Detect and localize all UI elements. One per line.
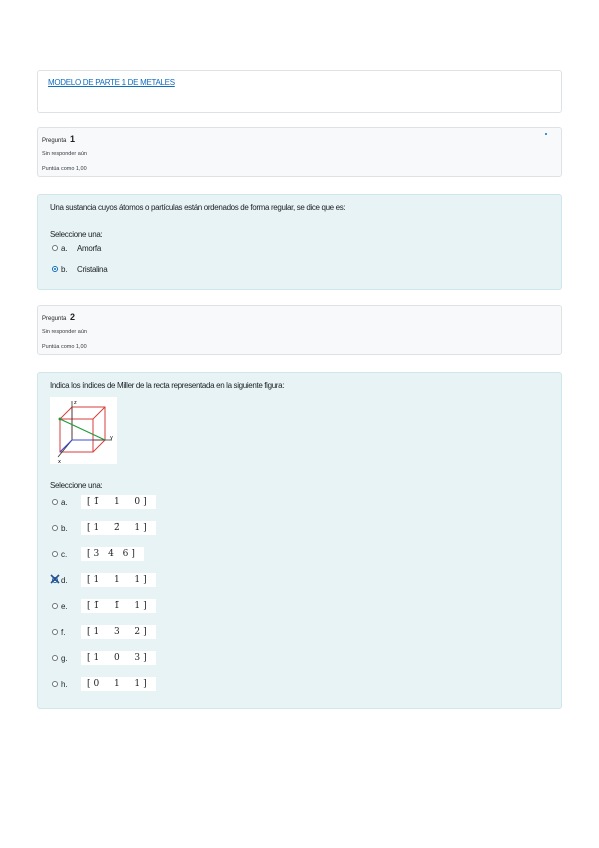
option-math: [1̄ 1̄ 1] [81,599,156,613]
radio-button[interactable] [52,655,58,661]
option-letter: c. [61,549,68,559]
option-h[interactable] [52,677,156,691]
question-status: Sin responder aún [42,151,87,157]
option-letter: e. [61,601,68,611]
quiz-title-link[interactable]: MODELO DE PARTE 1 DE METALES [48,78,175,87]
option-letter: g. [61,653,68,663]
radio-button[interactable] [52,499,58,505]
question-2-formulation [37,372,562,709]
quiz-header-card [37,70,562,113]
axis-z-label: z [74,400,77,406]
question-1-label [42,134,75,144]
option-math: [1̄ 1 0] [81,495,156,509]
option-f[interactable] [52,625,156,639]
radio-button[interactable] [52,525,58,531]
question-status: Sin responder aún [42,329,87,335]
option-g[interactable] [52,651,156,665]
option-math: [1 0 3] [81,651,156,665]
radio-button[interactable] [52,629,58,635]
question-number: 1 [70,134,76,144]
question-score: Puntúa como 1,00 [42,344,87,350]
option-letter: d. [61,575,68,585]
miller-cube-figure [50,397,117,464]
radio-button[interactable] [52,681,58,687]
incorrect-cross-icon [50,574,60,584]
option-math: [1 2̄ 1] [81,521,156,535]
option-letter: b. [61,264,68,274]
option-math: [0 1 1] [81,677,156,691]
option-d[interactable] [52,573,156,587]
question-number: 2 [70,312,76,322]
axis-x-label: x [58,459,61,464]
option-text: Amorfa [77,243,101,253]
select-prompt: Seleccione una: [50,481,103,490]
option-a[interactable] [52,495,156,509]
question-label-text: Pregunta [42,138,67,144]
option-letter: f. [61,627,66,637]
radio-button[interactable] [52,245,58,251]
select-prompt: Seleccione una: [50,230,103,239]
option-math: [1 1 1] [81,573,156,587]
radio-button[interactable] [52,603,58,609]
option-letter: a. [61,243,68,253]
option-c[interactable] [52,547,144,561]
option-letter: b. [61,523,68,533]
question-score: Puntúa como 1,00 [42,166,87,172]
question-1-formulation [37,194,562,290]
option-math: [3 4 6] [81,547,144,561]
axis-y-label: y [110,435,113,441]
option-letter: h. [61,679,68,689]
option-a[interactable] [52,241,101,255]
question-label-text: Pregunta [42,316,67,322]
flag-icon[interactable] [545,133,547,135]
question-text: Una sustancia cuyos átomos o partículas están ordenados de forma regular, se dice que es: [50,203,346,212]
option-b[interactable] [52,262,107,276]
radio-button[interactable] [52,551,58,557]
question-text: Indica los índices de Miller de la recta representada en la siguiente figura: [50,381,285,390]
option-b[interactable] [52,521,156,535]
option-text: Cristalina [77,264,108,274]
option-math: [1 3 2] [81,625,156,639]
question-1-info [37,127,562,177]
option-letter: a. [61,497,68,507]
option-e[interactable] [52,599,156,613]
question-2-info [37,305,562,355]
question-2-label [42,312,75,322]
radio-button-selected[interactable] [52,266,58,272]
cube-diagram [50,397,117,464]
